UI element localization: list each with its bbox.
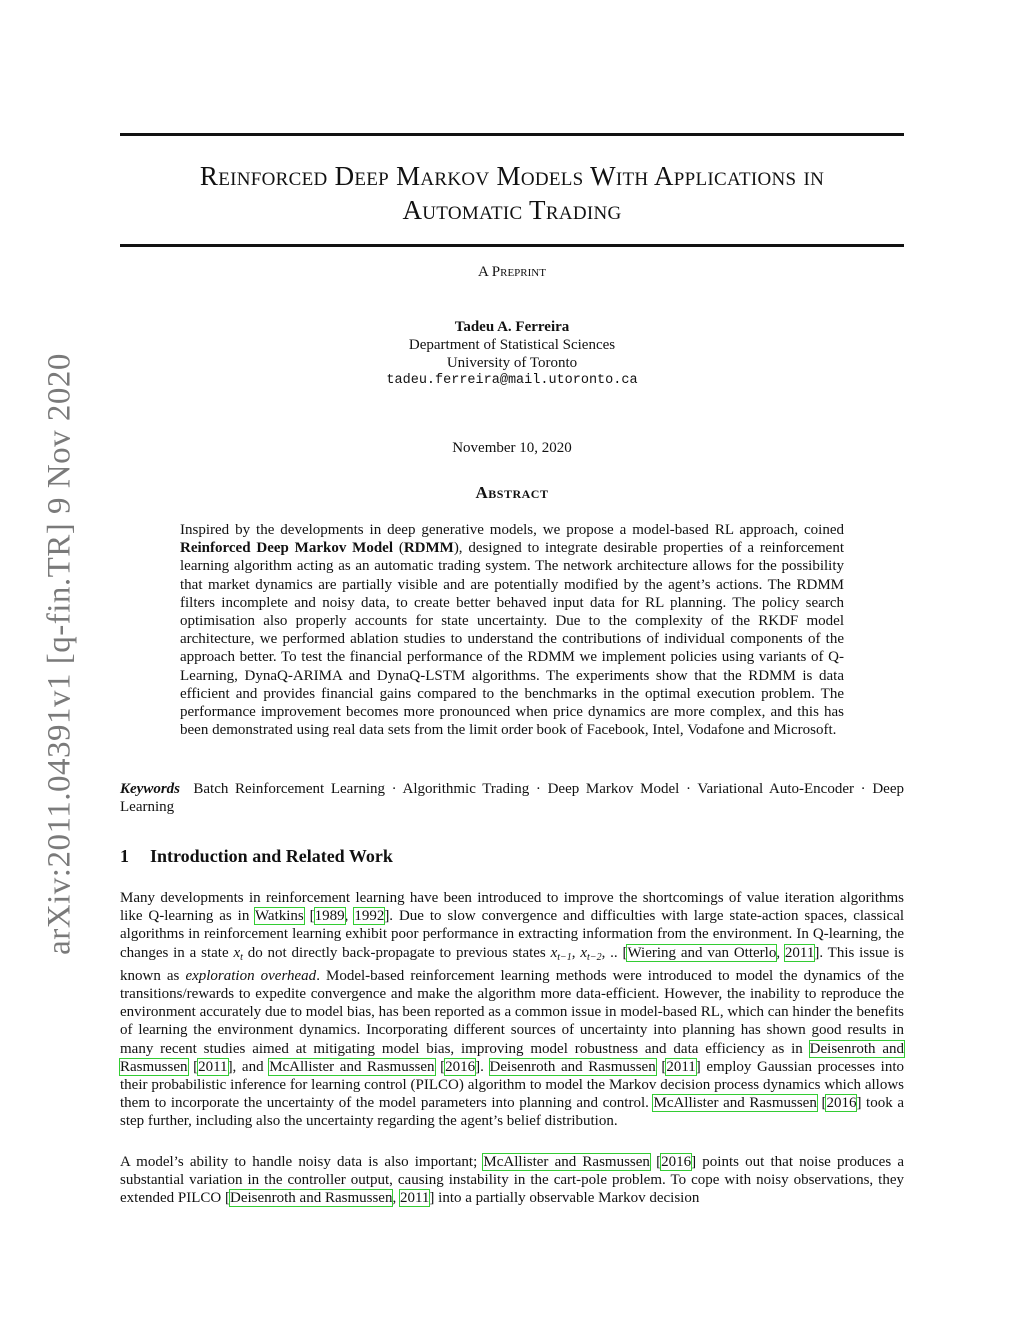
author-email[interactable]: tadeu.ferreira@mail.utoronto.ca bbox=[386, 373, 638, 388]
arxiv-identifier-stamp: arXiv:2011.04391v1 [q-fin.TR] 9 Nov 2020 bbox=[41, 353, 78, 955]
paragraph-text: [ bbox=[303, 908, 315, 925]
author-name: Tadeu A. Ferreira bbox=[454, 319, 570, 335]
keywords-text: Batch Reinforcement Learning · Algorithmic Trading · Deep Markov Model · Variational Auto-Encoder · Deep Learning bbox=[120, 781, 905, 816]
paragraph-text: , bbox=[776, 944, 785, 961]
math-variable: x bbox=[550, 944, 558, 961]
abstract-body bbox=[180, 521, 844, 739]
paragraph-text: [ bbox=[649, 1154, 662, 1170]
citation-link[interactable]: Deisenroth and Rasmussen bbox=[120, 1040, 904, 1075]
math-subscript: t bbox=[240, 951, 243, 963]
citation-link[interactable]: Watkins bbox=[254, 908, 304, 925]
paragraph-text: do not directly back-propagate to previous states bbox=[242, 944, 551, 961]
abstract-text: ), designed to integrate desirable properties of a reinforcement learning algorithm acting as an automatic trading system. The network architecture allows for the possibility that market dynamics are partially visible and are potentially modified by the agent’s actions. The RDMM filters incomplete and noisy data, to create better behaved input data for RL planning. The policy search optimisation also properly accounts for state uncertainty. Due to the complexity of the RKDF model architecture, we performed ablation studies to understand the contributions of individual components of the approach better. To test the financial performance of the RDMM we implement policies using variants of Q-Learning, DynaQ-ARIMA and DynaQ-LSTM algorithms. The experiments show that the RDMM is data efficient and provides financial gains compared to the benchmarks in the optimal execution problem. The performance improvement becomes more pronounced when price dynamics are more complex, and this has been demonstrated using real data sets from the limit order book of Facebook, Intel, Vodafone and Microsoft. bbox=[180, 540, 845, 739]
paper-title bbox=[120, 159, 904, 227]
citation-link[interactable]: 2011 bbox=[399, 1190, 430, 1207]
citation-link[interactable]: 2011 bbox=[784, 944, 815, 961]
abstract-bold-term: Reinforced Deep Markov Model bbox=[180, 540, 393, 557]
citation-link[interactable]: 2016 bbox=[826, 1095, 857, 1112]
abstract-text: ( bbox=[393, 540, 404, 557]
citation-link[interactable]: Wiering and van Otterlo bbox=[627, 944, 777, 961]
paragraph-text: ] took a step further, including also the uncertainty regarding the agent’s belief distribution. bbox=[120, 1095, 904, 1130]
section-number: 1 bbox=[120, 846, 129, 866]
paragraph-text: [ bbox=[816, 1095, 827, 1112]
abstract-text: Inspired by the developments in deep generative models, we propose a model-based RL approach, coined bbox=[180, 522, 844, 538]
citation-link[interactable]: McAllister and Rasmussen bbox=[269, 1058, 435, 1075]
paragraph-text: Many developments in reinforcement learning have been introduced to improve the shortcomings of value iteration algorithms like Q-learning as in bbox=[120, 890, 904, 925]
emphasis-text: exploration overhead bbox=[185, 967, 317, 984]
citation-link[interactable]: McAllister and Rasmussen bbox=[653, 1095, 817, 1112]
citation-link[interactable]: 1989 bbox=[314, 908, 345, 925]
math-subscript: t−1 bbox=[557, 951, 572, 963]
title-line-1: Reinforced Deep Markov Models With Applications in bbox=[199, 161, 825, 191]
keywords-line bbox=[120, 780, 904, 816]
math-subscript: t−2 bbox=[587, 951, 602, 963]
section-title: Introduction and Related Work bbox=[150, 846, 393, 866]
citation-link[interactable]: 2011 bbox=[198, 1058, 228, 1075]
citation-link[interactable]: Deisenroth and Rasmussen bbox=[229, 1190, 393, 1207]
paragraph-text: , bbox=[344, 908, 355, 925]
paragraph-text: [ bbox=[434, 1058, 446, 1075]
author-block bbox=[120, 318, 904, 390]
paragraph-text: ]. Due to slow convergence and difficulties with large state-action spaces, classical algorithms in reinforcement learning exhibit poor performance in extracting information from the environment. In Q-learning, the changes in a state bbox=[120, 908, 905, 961]
author-department: Department of Statistical Sciences bbox=[408, 337, 616, 353]
citation-link[interactable]: 2016 bbox=[445, 1058, 476, 1075]
citation-link[interactable]: 2016 bbox=[661, 1154, 692, 1170]
paragraph-text: , bbox=[571, 944, 581, 961]
preprint-label: A Preprint bbox=[478, 264, 546, 280]
bottom-title-rule bbox=[120, 244, 904, 247]
paragraph-text: A model’s ability to handle noisy data is also important; bbox=[120, 1154, 484, 1170]
abstract-heading: Abstract bbox=[475, 483, 549, 502]
paragraph-text: , bbox=[392, 1190, 400, 1207]
paragraph-text: [ bbox=[655, 1058, 667, 1075]
paragraph-text: ] points out that noise produces a substantial variation in the controller output, causing instability in the cart-pole problem. To cope with noisy observations, they extended PILCO [ bbox=[120, 1154, 904, 1207]
citation-link[interactable]: Deisenroth and Rasmussen bbox=[489, 1058, 656, 1075]
citation-link[interactable]: 1992 bbox=[354, 908, 385, 925]
citation-link[interactable]: McAllister and Rasmussen bbox=[483, 1154, 650, 1170]
math-variable: x bbox=[580, 944, 588, 961]
title-line-2: Automatic Trading bbox=[402, 195, 622, 225]
intro-paragraph-1 bbox=[120, 889, 904, 1131]
intro-paragraph-2 bbox=[120, 1153, 904, 1208]
paragraph-text: , .. [ bbox=[601, 944, 628, 961]
paragraph-text: [ bbox=[187, 1058, 199, 1075]
paragraph-text: . Model-based reinforcement learning methods were introduced to model the dynamics of the transitions/rewards to expedite convergence and make the algorithm more data-efficient. However, the inability to reproduce the environment accurately due to model bias, has been reported as a common issue in model-based RL, which can hinder the benefits of learning the environment dynamics. Incorporating different sources of uncertainty into planning has shown good results in many recent studies aimed at mitigating model bias, improving model robustness and data efficiency as in bbox=[120, 967, 904, 1057]
citation-link[interactable]: 2011 bbox=[666, 1058, 696, 1075]
paragraph-text: ]. This issue is known as bbox=[120, 944, 904, 984]
author-university: University of Toronto bbox=[446, 355, 578, 371]
paragraph-text: ]. bbox=[475, 1058, 490, 1075]
abstract-bold-abbrev: RDMM bbox=[403, 540, 454, 557]
keywords-label: Keywords bbox=[120, 781, 180, 797]
paragraph-text: ] employ Gaussian processes into their probabilistic inference for learning control (PILCO) algorithm to model the Markov decision process dynamics which allows them to incorporate the uncertainty of the model parameters into planning and control. bbox=[120, 1058, 905, 1112]
publication-date: November 10, 2020 bbox=[452, 440, 572, 456]
math-variable: x bbox=[233, 944, 241, 961]
top-title-rule bbox=[120, 133, 904, 136]
section-heading bbox=[120, 846, 393, 867]
paragraph-text: ] into a partially observable Markov decision bbox=[429, 1190, 700, 1207]
paragraph-text: ], and bbox=[227, 1058, 270, 1075]
